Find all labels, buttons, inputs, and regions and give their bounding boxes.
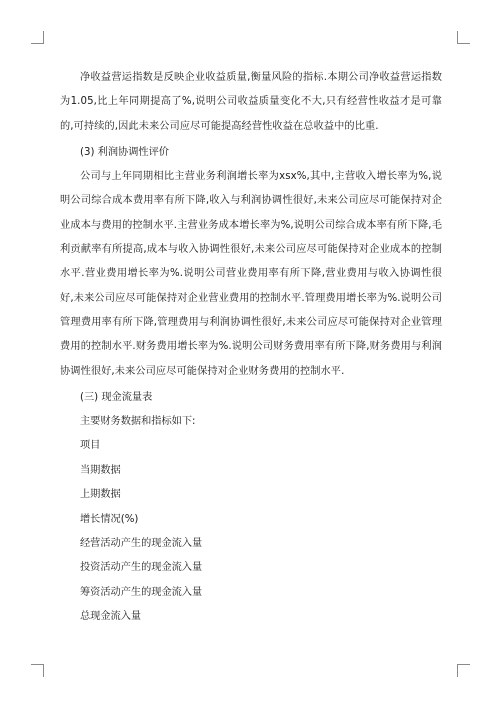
crop-mark-top-left bbox=[31, 31, 44, 44]
crop-mark-bottom-left bbox=[31, 664, 44, 677]
paragraph-profit-coordination: 公司与上年同期相比主营业务利润增长率为xsx%,其中,主营收入增长率为%,说明公司综合成本费用率有所下降,收入与利润协调性很好,未来公司应尽可能保持对企业成本与费用的控制水平.主营业务成本增长率为%,说明公司综合成本率有所下降,毛利贡献率有所提高,成本与收入协调性很好,未来公司应尽可能保持对企业成本的控制水平.营业费用增长率为%.说明公司营业费用率有所下降,营业费用与收入协调性很好,未来公司应尽可能保持对企业营业费用的控制水平.管理费用增长率为%.说明公司管理费用率有所下降,管理费用与利润协调性很好,未来公司应尽可能保持对企业管理费用的控制水平.财务费用增长率为%.说明公司财务费用率有所下降,财务费用与利润协调性很好,未来公司应尽可能保持对企业财务费用的控制水平. bbox=[60, 171, 442, 377]
intro-financial-data: 主要财务数据和指标如下: bbox=[80, 416, 196, 428]
heading-cash-flow-statement: (三) 现金流量表 bbox=[80, 391, 153, 403]
list-item: 增长情况(%) bbox=[80, 513, 139, 525]
document-body bbox=[60, 66, 442, 630]
crop-mark-bottom-right bbox=[457, 664, 470, 677]
list-item: 总现金流入量 bbox=[80, 611, 142, 623]
paragraph-net-income-index: 净收益营运指数是反映企业收益质量,衡量风险的指标.本期公司净收益营运指数为1.05,比上年同期提高了%,说明公司收益质量变化不大,只有经营性收益才是可靠的,可持续的,因此未来公司应尽可能提高经营性收益在总收益中的比重. bbox=[60, 72, 442, 132]
list-item: 投资活动产生的现金流入量 bbox=[80, 562, 203, 574]
list-item: 经营活动产生的现金流入量 bbox=[80, 538, 203, 550]
crop-mark-top-right bbox=[457, 31, 470, 44]
list-item: 当期数据 bbox=[80, 464, 121, 476]
list-item: 上期数据 bbox=[80, 489, 121, 501]
list-item: 项目 bbox=[80, 440, 101, 452]
list-item: 筹资活动产生的现金流入量 bbox=[80, 586, 203, 598]
heading-profit-coordination: (3) 利润协调性评价 bbox=[80, 146, 169, 158]
financial-items-list bbox=[60, 434, 442, 629]
